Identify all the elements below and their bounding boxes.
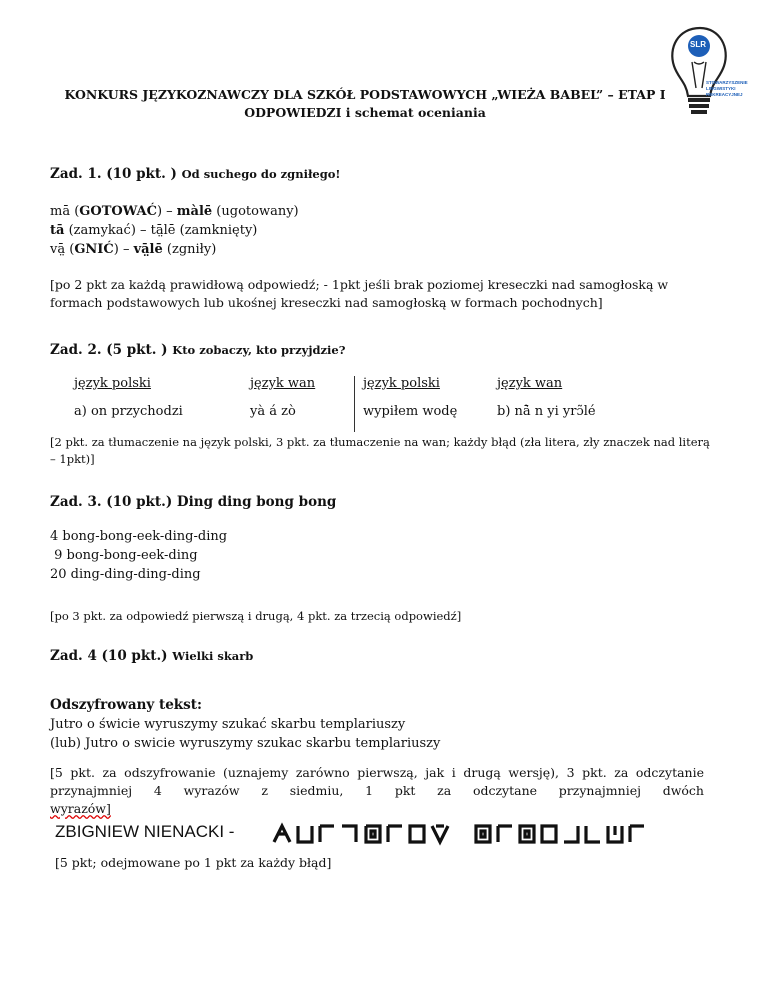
zad2-table: język polski język wan język polski język wan a) on przychodzi yà á zò wypiłem wodę b) nā̀ n yi yrɔ̃lé (74, 376, 617, 432)
zad1-answers (50, 202, 299, 259)
zad1-scoring-note: [po 2 pkt za każdą prawidłową odpowiedź; - 1pkt jeśli brak poziomej kreseczki nad samogłoską w formach podstawowych lub ukośnej kreseczki nad samogłoską w formach pochodnych] (50, 277, 669, 310)
zad2-scoring-note: [2 pkt. za tłumaczenie na język polski, 3 pkt. za tłumaczenie na wan; każdy błąd (zła litera, zły znaczek nad literą – 1pkt)] (50, 435, 710, 466)
zad4-scoring-note-end: wyrazów] (50, 801, 111, 816)
answer-line: vā̤ (GNIĆ) – vā̤lē (zgniły) (50, 242, 217, 257)
answer-line: tā (zamykać) – tā̤lē (zamknięty) (50, 223, 258, 238)
answer-line: 4 bong-bong-eek-ding-ding (50, 529, 228, 544)
answer-line: 9 bong-bong-eek-ding (50, 548, 198, 563)
zad1-heading: Zad. 1. (10 pkt. ) Od suchego do zgniłego! (50, 166, 341, 182)
zad3-answers (50, 527, 227, 584)
zad4-scoring-note: [5 pkt. za odszyfrowanie (uznajemy zarówno pierwszą, jak i drugą wersję), 3 pkt. za odczytanie przynajmniej 4 wyrazów z siedmiu, 1 pkt za odczytane przynajmniej dwóch (50, 765, 704, 798)
answer-line: 20 ding-ding-ding-ding (50, 567, 201, 582)
logo-side-text: STOWARZYSZENIE LINGWISTYKI REKREACYJNEJ (706, 80, 748, 97)
page-title: KONKURS JĘZYKOZNAWCZY DLA SZKÓŁ PODSTAWOWYCH „WIEŻA BABEL” – ETAP I ODPOWIEDZI i schemat oceniania (64, 87, 666, 120)
zad4-decoded: Odszyfrowany tekst: Jutro o świcie wyruszymy szukać skarbu templariuszy (lub) Jutro o swicie wyruszymy szukac skarbu templariuszy (50, 697, 441, 751)
final-scoring-note: [5 pkt; odejmowane po 1 pkt za każdy błąd] (55, 855, 332, 870)
cipher-glyphs (272, 820, 662, 846)
zad3-scoring-note: [po 3 pkt. za odpowiedź pierwszą i drugą, 4 pkt. za trzecią odpowiedź] (50, 609, 462, 623)
zad3-heading: Zad. 3. (10 pkt.) Ding ding bong bong (50, 494, 337, 510)
zad2-heading: Zad. 2. (5 pkt. ) Kto zobaczy, kto przyjdzie? (50, 342, 346, 358)
zad4-heading: Zad. 4 (10 pkt.) Wielki skarb (50, 648, 254, 664)
answer-line: mā (GOTOWAĆ) – màlē (ugotowany) (50, 204, 299, 219)
cipher-author: ZBIGNIEW NIENACKI - (55, 822, 235, 841)
logo-text: SLR (690, 40, 706, 49)
